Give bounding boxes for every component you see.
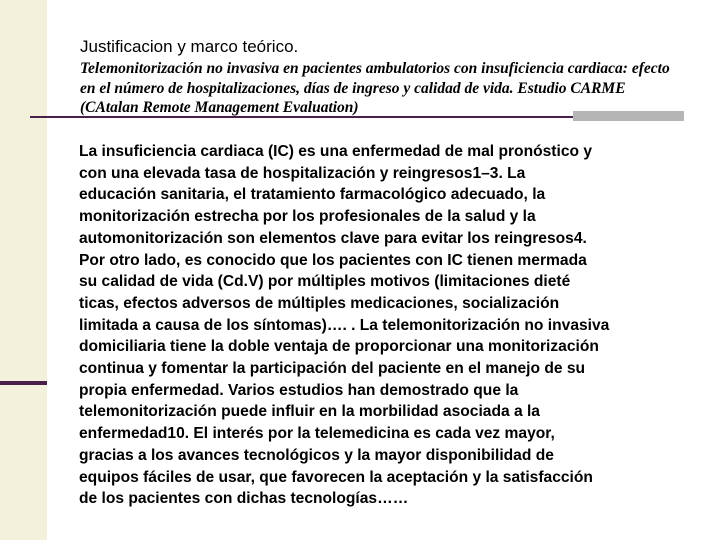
body-line: propia enfermedad. Varios estudios han demostrado que la (79, 381, 519, 399)
body-line: automonitorización son elementos clave para evitar los reingresos4. (79, 229, 587, 247)
slide-subtitle: Telemonitorización no invasiva en pacientes ambulatorios con insuficiencia cardiaca: efecto en el número de hospitalizaciones, días de ingreso y calidad de vida. Estudio CARME (CAtalan Remote Management Evaluation) (80, 60, 670, 116)
body-line: Por otro lado, es conocido que los pacientes con IC tienen mermada (79, 251, 587, 269)
body-line: enfermedad10. El interés por la telemedicina es cada vez mayor, (79, 425, 555, 443)
body-line: gracias a los avances tecnológicos y la mayor disponibilidad de (79, 446, 554, 464)
body-line: limitada a causa de los síntomas)…. . La telemonitorización no invasiva (79, 316, 610, 334)
body-line: con una elevada tasa de hospitalización y reingresos1–3. La (79, 164, 526, 182)
body-line: de los pacientes con dichas tecnologías…… (79, 490, 409, 508)
left-decorative-band (0, 0, 47, 540)
title-divider-box (573, 111, 684, 121)
slide-body (79, 141, 689, 510)
body-line: domiciliaria tiene la doble ventaja de proporcionar una monitorización (79, 338, 599, 356)
band-bottom-rule (0, 381, 47, 385)
body-line: ticas, efectos adversos de múltiples medicaciones, socialización (79, 294, 560, 312)
body-line: continua y fomentar la participación del paciente en el manejo de su (79, 360, 586, 378)
body-line: La insuficiencia cardiaca (IC) es una enfermedad de mal pronóstico y (79, 143, 593, 160)
body-line: monitorización estrecha por los profesionales de la salud y la (79, 208, 536, 226)
body-line: equipos fáciles de usar, que favorecen la aceptación y la satisfacción (79, 468, 593, 486)
body-line: educación sanitaria, el tratamiento farmacológico adecuado, la (79, 186, 546, 204)
body-line: telemonitorización puede influir en la morbilidad asociada a la (79, 403, 540, 421)
slide-title: Justificacion y marco teórico. (80, 37, 299, 56)
body-line: su calidad de vida (Cd.V) por múltiples motivos (limitaciones dieté (79, 273, 571, 291)
